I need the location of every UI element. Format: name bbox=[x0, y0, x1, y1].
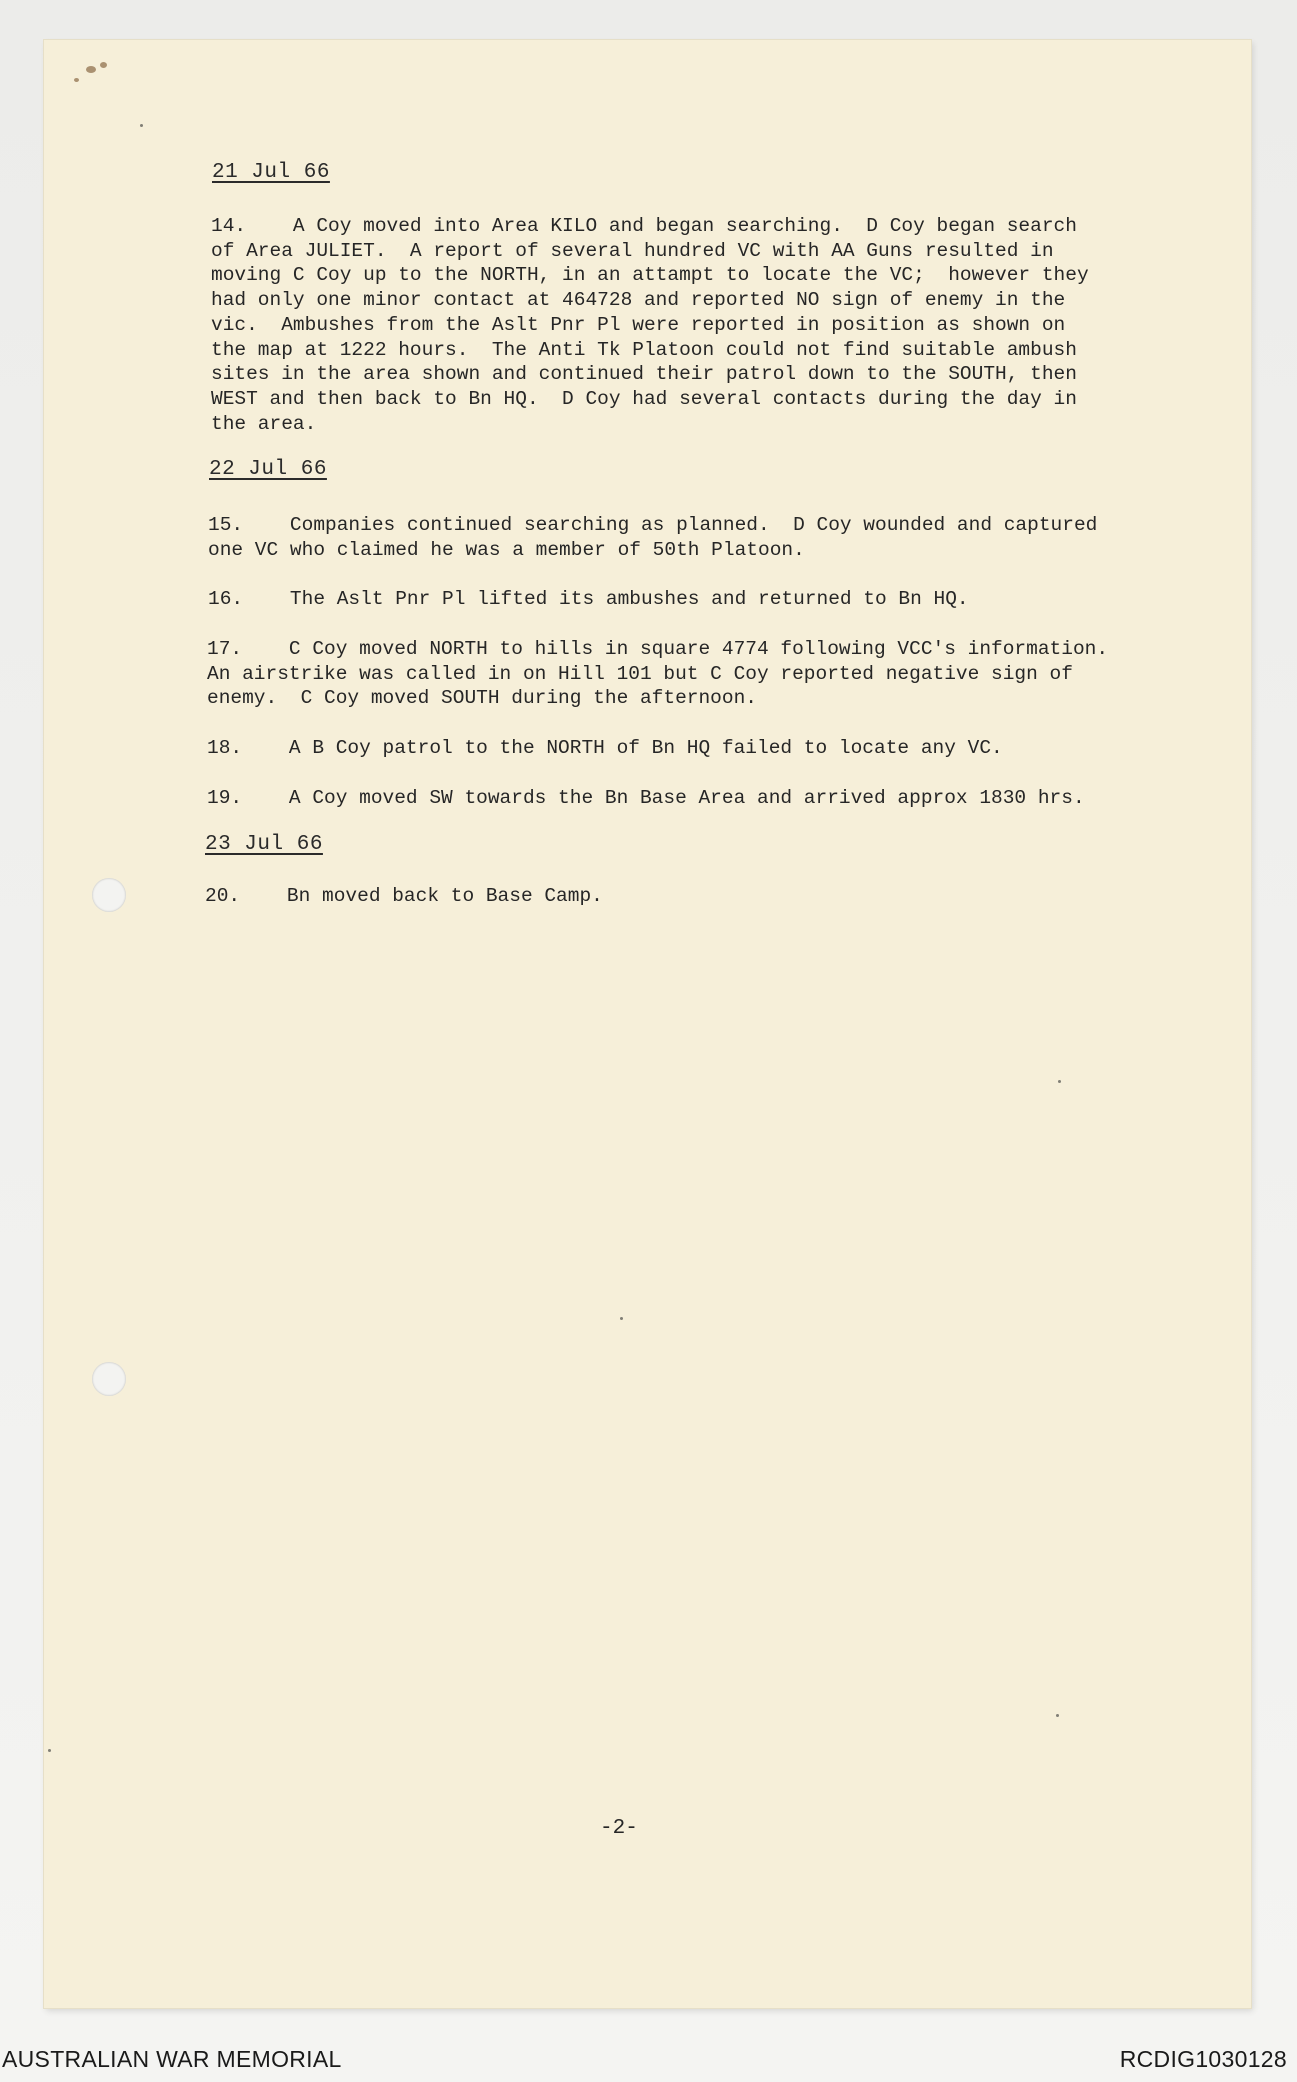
paragraph-17: 17. C Coy moved NORTH to hills in square 4774 following VCC's information. An airstrike was called in on Hill 101 but C Coy reported negative sign of enemy. C Coy moved SOUTH during the afternoon. bbox=[207, 638, 1109, 710]
paper-speck bbox=[620, 1317, 623, 1320]
paper-speck bbox=[1058, 1080, 1061, 1083]
date-heading-22-jul: 22 Jul 66 bbox=[209, 458, 327, 481]
punch-hole-bottom bbox=[92, 1362, 126, 1396]
ink-stain bbox=[86, 66, 96, 73]
page-number: -2- bbox=[600, 1817, 638, 1840]
paragraph-18: 18. A B Coy patrol to the NORTH of Bn HQ failed to locate any VC. bbox=[207, 737, 1003, 759]
ink-stain bbox=[74, 78, 79, 82]
paper-speck bbox=[140, 124, 143, 127]
paper-speck bbox=[48, 1749, 51, 1752]
footer-archive-name: AUSTRALIAN WAR MEMORIAL bbox=[2, 2046, 342, 2072]
ink-stain bbox=[100, 62, 107, 68]
paragraph-14: 14. A Coy moved into Area KILO and began searching. D Coy began search of Area JULIET. A report of several hundred VC with AA Guns resulted in moving C Coy up to the NORTH, in an attampt to locate the VC; however they had only one minor contact at 464728 and reported NO sign of enemy in the vic. Ambushes from the Aslt Pnr Pl were reported in position as shown on the map at 1222 hours. The Anti Tk Platoon could not find suitable ambush sites in the area shown and continued their patrol down to the SOUTH, then WEST and then back to Bn HQ. D Coy had several contacts during the day in the area. bbox=[211, 215, 1089, 435]
date-heading-21-jul: 21 Jul 66 bbox=[212, 161, 330, 184]
date-heading-23-jul: 23 Jul 66 bbox=[205, 833, 323, 856]
paragraph-16: 16. The Aslt Pnr Pl lifted its ambushes and returned to Bn HQ. bbox=[208, 588, 969, 610]
paragraph-19: 19. A Coy moved SW towards the Bn Base Area and arrived approx 1830 hrs. bbox=[207, 787, 1085, 809]
punch-hole-top bbox=[92, 878, 126, 912]
paragraph-20: 20. Bn moved back to Base Camp. bbox=[205, 885, 603, 907]
paragraph-15: 15. Companies continued searching as planned. D Coy wounded and captured one VC who claimed he was a member of 50th Platoon. bbox=[208, 514, 1098, 561]
paper-speck bbox=[1056, 1714, 1059, 1717]
footer-record-id: RCDIG1030128 bbox=[1119, 2046, 1287, 2072]
